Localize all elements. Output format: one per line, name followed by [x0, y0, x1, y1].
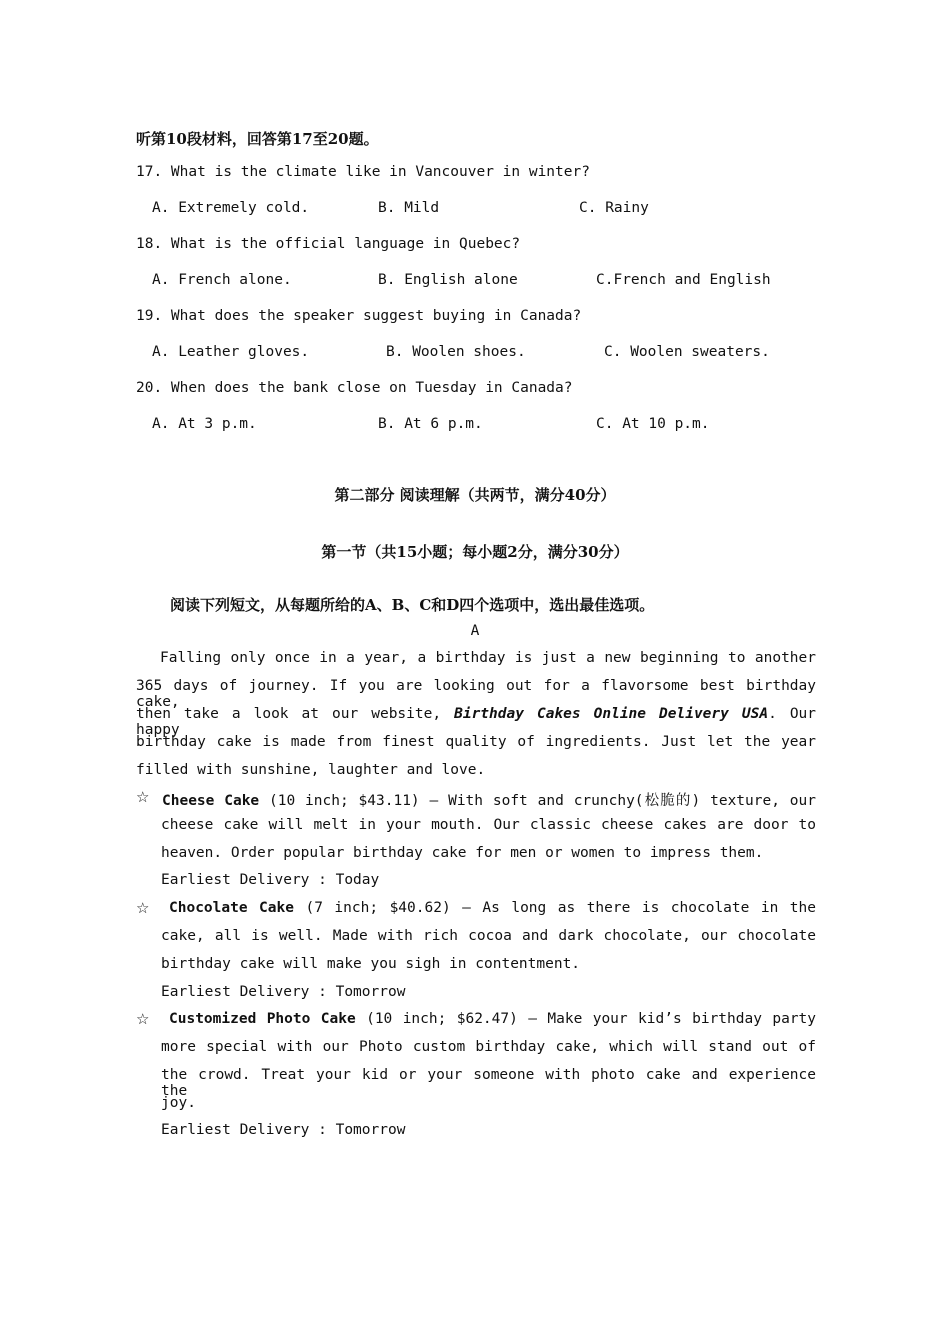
- section-title: 第一节（共15小题；每小题2分，满分30分）: [321, 543, 629, 561]
- chocolate-cake-delivery: Earliest Delivery : Tomorrow: [161, 984, 406, 1000]
- cheese-cake-line-1: [162, 789, 816, 810]
- cheese-cake-delivery: Earliest Delivery : Today: [161, 872, 380, 888]
- question-19-stem: 19. What does the speaker suggest buying in Canada?: [136, 308, 582, 324]
- star-icon: ☆: [136, 1010, 150, 1028]
- photo-cake-first-rest: (10 inch; $62.47) — Make your kid’s birthday party: [355, 1011, 817, 1027]
- star-icon: ☆: [136, 899, 150, 917]
- question-20-option-a: A. At 3 p.m.: [152, 416, 257, 432]
- question-20-stem: 20. When does the bank close on Tuesday in Canada?: [136, 380, 573, 396]
- part2-title: 第二部分 阅读理解（共两节，满分40分）: [334, 486, 616, 504]
- intro-line-5: filled with sunshine, laughter and love.: [136, 762, 486, 778]
- photo-cake-line-4: joy.: [161, 1095, 196, 1111]
- reading-instruction: 阅读下列短文，从每题所给的A、B、C和D四个选项中，选出最佳选项。: [170, 596, 655, 614]
- chocolate-cake-name: Chocolate Cake: [169, 900, 294, 916]
- question-20-option-c: C. At 10 p.m.: [596, 416, 710, 432]
- chocolate-cake-line-3: birthday cake will make you sigh in contentment.: [161, 956, 581, 972]
- question-20-option-b: B. At 6 p.m.: [378, 416, 483, 432]
- website-name: Birthday Cakes Online Delivery USA: [454, 706, 769, 722]
- question-17-option-b: B. Mild: [378, 200, 440, 216]
- question-19-option-b: B. Woolen shoes.: [386, 344, 526, 360]
- cheese-cake-line-2: cheese cake will melt in your mouth. Our classic cheese cakes are door to: [161, 817, 816, 833]
- chocolate-cake-line-2: cake, all is well. Made with rich cocoa and dark chocolate, our chocolate: [161, 928, 816, 944]
- question-18-stem: 18. What is the official language in Quebec?: [136, 236, 521, 252]
- cheese-cake-name: Cheese Cake: [162, 793, 260, 809]
- passage-label: A: [470, 623, 480, 639]
- question-18-option-a: A. French alone.: [152, 272, 292, 288]
- question-17-stem: 17. What is the climate like in Vancouver in winter?: [136, 164, 590, 180]
- photo-cake-delivery: Earliest Delivery : Tomorrow: [161, 1122, 406, 1138]
- photo-cake-name: Customized Photo Cake: [169, 1011, 356, 1027]
- photo-cake-line-1: [169, 1011, 816, 1027]
- question-18-option-b: B. English alone: [378, 272, 518, 288]
- intro-line-2: 365 days of journey. If you are looking out for a flavorsome best birthday cake,: [136, 678, 816, 710]
- chocolate-cake-line-1: [169, 900, 816, 916]
- listening-heading: 听第10段材料，回答第17至20题。: [136, 130, 379, 148]
- question-18-option-c: C.French and English: [596, 272, 771, 288]
- photo-cake-line-3: the crowd. Treat your kid or your someone with photo cake and experience the: [161, 1067, 816, 1099]
- intro-line-4: birthday cake is made from finest quality of ingredients. Just let the year: [136, 734, 816, 750]
- photo-cake-line-2: more special with our Photo custom birthday cake, which will stand out of: [161, 1039, 816, 1055]
- question-17-option-a: A. Extremely cold.: [152, 200, 310, 216]
- intro-line-3-tail: . Our happy: [136, 706, 817, 738]
- cheese-cake-line-3: heaven. Order popular birthday cake for men or women to impress them.: [161, 845, 764, 861]
- star-icon: ☆: [136, 788, 150, 806]
- intro-line-3-lead: then take a look at our website,: [136, 706, 442, 722]
- question-19-option-a: A. Leather gloves.: [152, 344, 310, 360]
- intro-line-1: Falling only once in a year, a birthday is just a new beginning to another: [160, 650, 816, 666]
- cheese-cake-first-rest: (10 inch; $43.11) — With soft and crunchy(松脆的) texture, our: [259, 793, 816, 809]
- question-19-option-c: C. Woolen sweaters.: [604, 344, 770, 360]
- question-17-option-c: C. Rainy: [579, 200, 649, 216]
- chocolate-cake-first-rest: (7 inch; $40.62) — As long as there is chocolate in the: [293, 900, 816, 916]
